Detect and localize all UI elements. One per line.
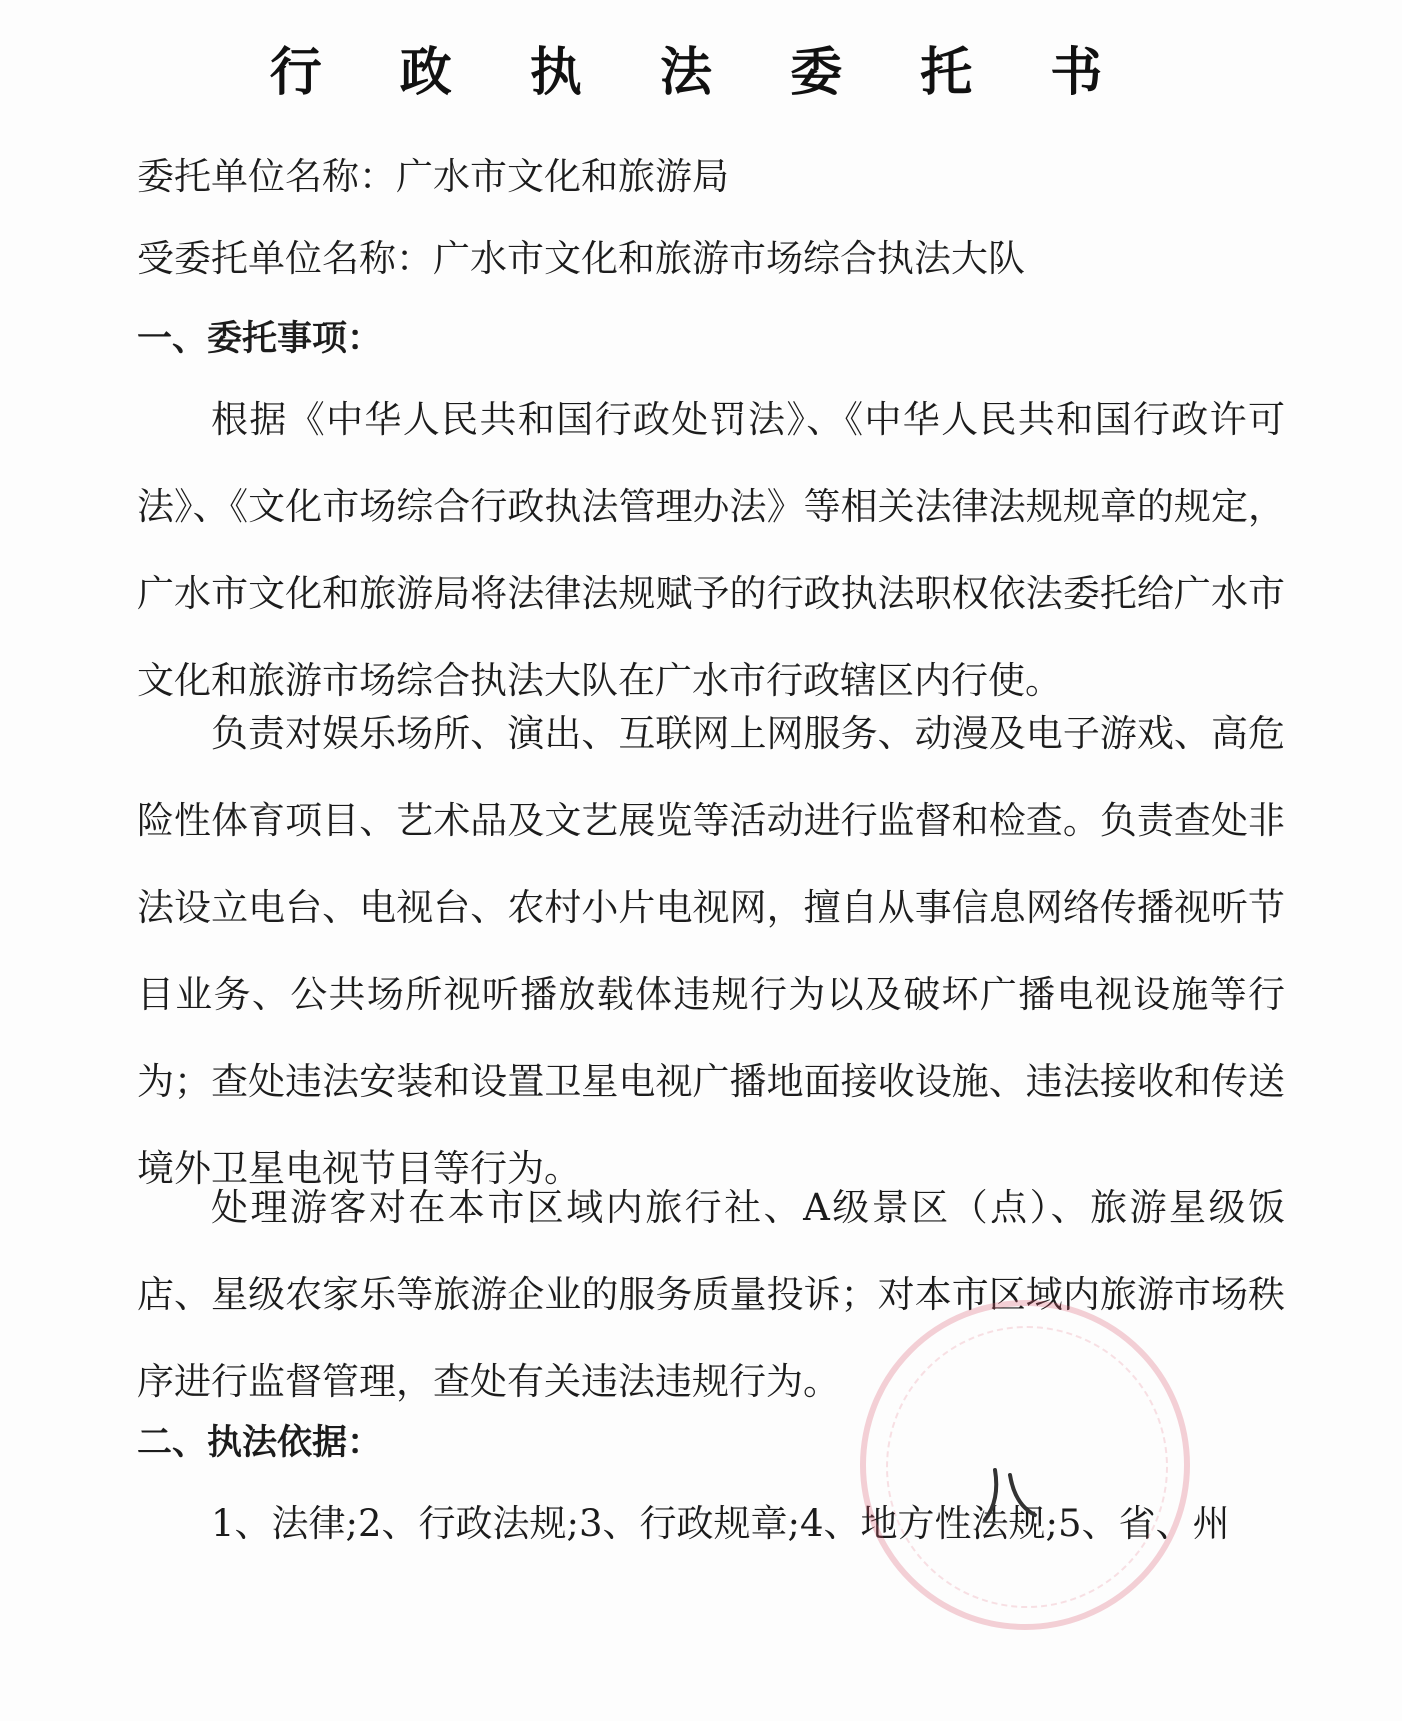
paragraph-3: 处理游客对在本市区域内旅行社、A级景区（点）、旅游星级饭店、星级农家乐等旅游企业的服务质量投诉；对本市区域内旅游市场秩序进行监督管理，查处有关违法违规行为。 [137, 1186, 1285, 1403]
section-1-heading: 一、委托事项： [137, 319, 383, 359]
entrusted-unit-line: 受委托单位名称：广水市文化和旅游市场综合执法大队 [137, 237, 1025, 280]
paragraph-1: 根据《中华人民共和国行政处罚法》、《中华人民共和国行政许可法》、《文化市场综合行政执法管理办法》等相关法律法规规章的规定，广水市文化和旅游局将法律法规赋予的行政执法职权依法委托给广水市文化和旅游市场综合执法大队在广水市行政辖区内行使。 [137, 398, 1285, 702]
section-2-heading: 二、执法依据： [137, 1423, 383, 1463]
document-title: 行 政 执 法 委 托 书 [269, 43, 1133, 103]
paragraph-2: 负责对娱乐场所、演出、互联网上网服务、动漫及电子游戏、高危险性体育项目、艺术品及文艺展览等活动进行监督和检查。负责查处非法设立电台、电视台、农村小片电视网，擅自从事信息网络传播视听节目业务、公共场所视听播放载体违规行为以及破坏广播电视设施等行为；查处违法安装和设置卫星电视广播地面接收设施、违法接收和传送境外卫星电视节目等行为。 [137, 712, 1285, 1190]
handwritten-mark [975, 1460, 1065, 1530]
entrusting-unit-line: 委托单位名称：广水市文化和旅游局 [137, 155, 729, 198]
paragraph-4: 1、法律;2、行政法规;3、行政规章;4、地方性法规;5、省、州 [211, 1502, 1230, 1545]
